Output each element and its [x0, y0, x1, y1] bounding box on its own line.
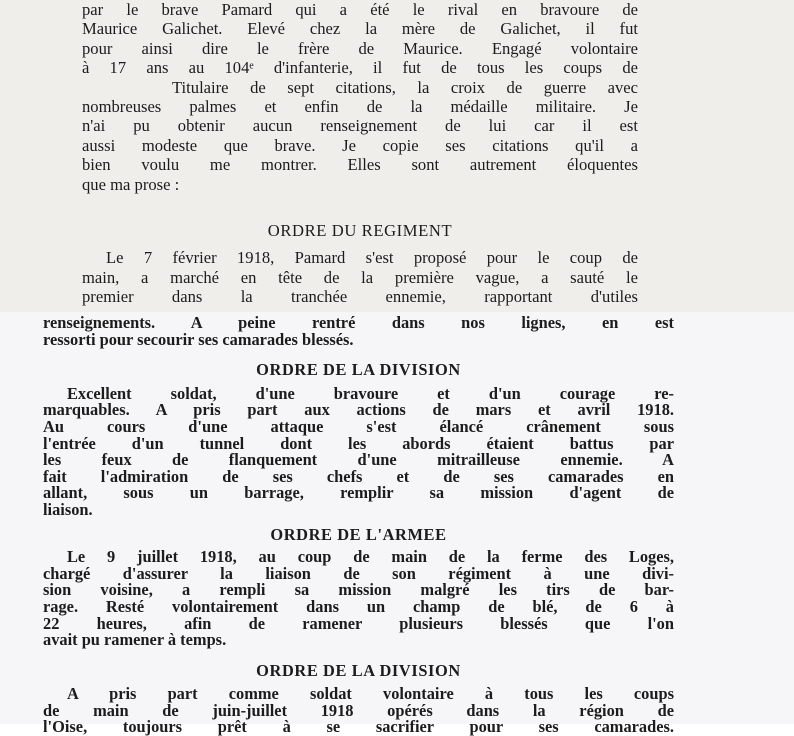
text-line: à 17 ans au 104ᵉ d'infanterie, il fut de tous les coups de — [82, 58, 638, 78]
text-line: fait l'admiration de ses chefs et de ses camarades en — [43, 466, 674, 486]
text-line: par le brave Pamard qui a été le rival en bravoure de — [82, 0, 638, 19]
text-line: n'ai pu obtenir aucun renseignement de lui car il est — [82, 116, 638, 136]
text-line: avait pu ramener à temps. — [43, 630, 227, 650]
text-line: l'entrée d'un tunnel dont les abords étaient battus par — [43, 433, 674, 453]
text-line: les feux de flanquement d'une mitrailleuse ennemie. A — [43, 450, 674, 470]
text-line: sion voisine, a rempli sa mission malgré les tirs de bar- — [43, 580, 674, 600]
text-line: main, a marché en tête de la première vague, a sauté le — [82, 267, 638, 287]
text-line: marquables. A pris part aux actions de mars et avril 1918. — [43, 400, 674, 420]
text-line: allant, sous un barrage, remplir sa mission d'agent de — [43, 483, 674, 503]
section-heading-regiment: ORDRE DU REGIMENT — [267, 221, 453, 241]
lower-text-column — [43, 315, 674, 736]
upper-text-column — [82, 0, 638, 307]
text-line: A pris part comme soldat volontaire à tous les coups — [67, 684, 674, 704]
text-line: l'Oise, toujours prêt à se sacrifier pour ses camarades. — [43, 717, 674, 736]
text-line: de main de juin-juillet 1918 opérés dans la région de — [43, 700, 674, 720]
text-line: 22 heures, afin de ramener plusieurs blessés que l'on — [43, 613, 674, 633]
text-line: renseignements. A peine rentré dans nos lignes, en est — [43, 313, 674, 332]
section-heading-division: ORDRE DE LA DIVISION — [256, 360, 461, 380]
text-line: premier dans la tranchée ennemie, rapportant d'utiles — [82, 287, 638, 307]
section-heading-armee: ORDRE DE L'ARMEE — [270, 524, 447, 544]
text-line: liaison. — [43, 499, 93, 519]
text-line: que ma prose : — [82, 174, 180, 194]
text-line: Au cours d'une attaque s'est élancé crânement sous — [43, 416, 674, 436]
text-line: aussi modeste que brave. Je copie ses citations qu'il a — [82, 135, 638, 155]
section-heading-division-2: ORDRE DE LA DIVISION — [256, 660, 461, 680]
text-line: Titulaire de sept citations, la croix de guerre avec — [172, 77, 638, 97]
text-line: chargé d'assurer la liaison de son régiment à une divi- — [43, 563, 674, 583]
text-line: ressorti pour secourir ses camarades blessés. — [43, 329, 354, 349]
text-line: nombreuses palmes et enfin de la médaille militaire. Je — [82, 97, 638, 117]
upper-scanned-page — [0, 0, 794, 312]
text-line: bien voulu me montrer. Elles sont autrement éloquentes — [82, 155, 638, 175]
text-line: Excellent soldat, d'une bravoure et d'un courage re- — [67, 383, 674, 403]
text-line: rage. Resté volontairement dans un champ de blé, de 6 à — [43, 596, 674, 616]
lower-scanned-page — [0, 312, 794, 736]
text-line: pour ainsi dire le frère de Maurice. Engagé volontaire — [82, 38, 638, 58]
text-line: Maurice Galichet. Elevé chez la mère de Galichet, il fut — [82, 19, 638, 39]
text-line: Le 7 février 1918, Pamard s'est proposé pour le coup de — [106, 248, 638, 268]
text-line: Le 9 juillet 1918, au coup de main de la ferme des Loges, — [67, 547, 674, 567]
